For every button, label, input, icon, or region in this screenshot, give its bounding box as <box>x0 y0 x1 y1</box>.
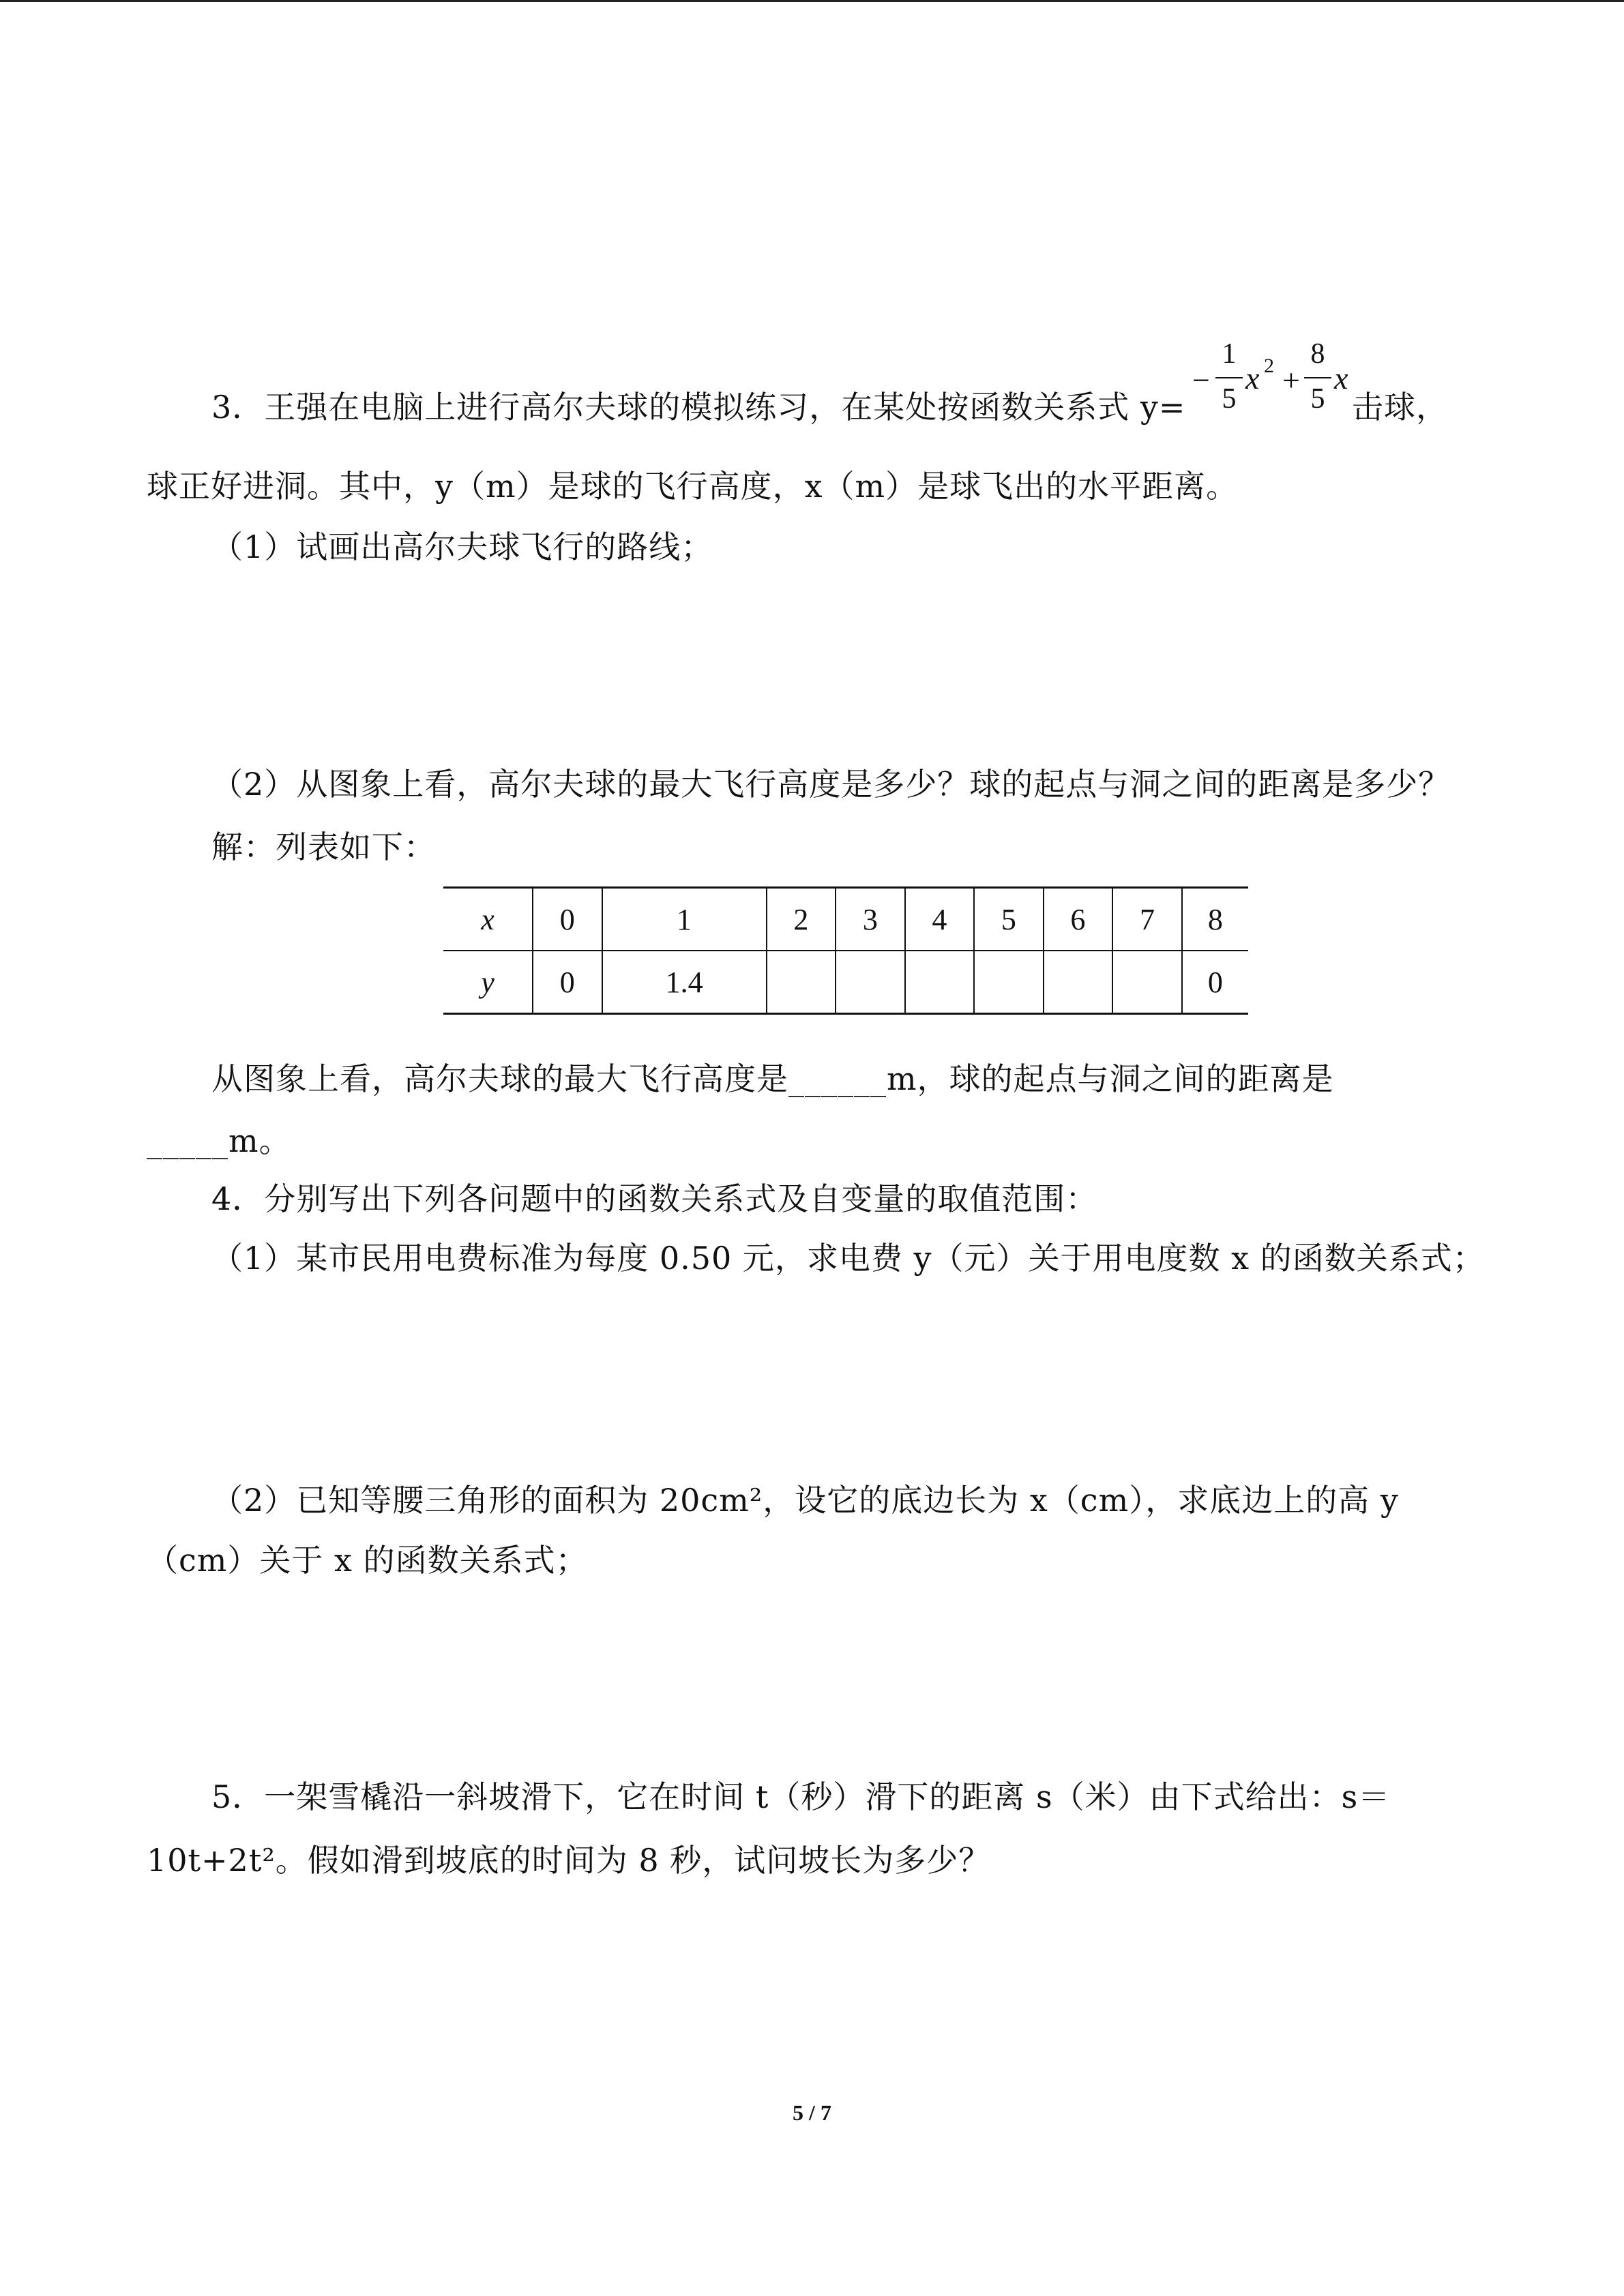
table-cell <box>905 951 975 1014</box>
formula-frac2-numerator: 8 <box>1310 338 1325 370</box>
table-cell <box>767 951 836 1014</box>
table-cell: 6 <box>1044 888 1113 951</box>
q4-part2-line2: （cm）关于 x 的函数关系式； <box>147 1542 588 1579</box>
q3-line1-prefix: 3．王强在电脑上进行高尔夫球的模拟练习，在某处按函数关系式 y= <box>211 389 1186 426</box>
formula-frac2-denominator: 5 <box>1310 383 1325 415</box>
formula-exponent: 2 <box>1264 355 1274 377</box>
table-cell: 8 <box>1182 888 1248 951</box>
table-cell: 3 <box>836 888 905 951</box>
q5-line2: 10t+2t²。假如滑到坡底的时间为 8 秒，试问坡长为多少？ <box>147 1842 991 1879</box>
table-cell: 1 <box>602 888 767 951</box>
q3-answer-line1: 从图象上看，高尔夫球的最大飞行高度是______m，球的起点与洞之间的距离是 <box>211 1060 1334 1097</box>
table-cell <box>1112 951 1182 1014</box>
table-cell: 2 <box>767 888 836 951</box>
formula-x2: x <box>1334 361 1348 396</box>
formula-plus: + <box>1282 363 1300 398</box>
value-table <box>443 886 1248 1015</box>
formula-frac2-bar <box>1304 377 1331 378</box>
solution-intro: 解：列表如下： <box>211 829 436 865</box>
table-cell <box>1044 951 1113 1014</box>
q3-part2: （2）从图象上看，高尔夫球的最大飞行高度是多少？球的起点与洞之间的距离是多少？ <box>211 766 1451 803</box>
q3-answer-line2: _____m。 <box>147 1122 291 1159</box>
q3-line1-suffix: 击球， <box>1352 389 1448 426</box>
table-cell <box>974 951 1044 1014</box>
table-cell: 0 <box>533 951 602 1014</box>
table-cell: x <box>443 888 533 951</box>
formula-minus: − <box>1192 363 1210 398</box>
table-cell: 4 <box>905 888 975 951</box>
page-number: 5 / 7 <box>793 2100 831 2125</box>
q5-line1: 5．一架雪橇沿一斜坡滑下，它在时间 t（秒）滑下的距离 s（米）由下式给出：s＝ <box>211 1778 1391 1815</box>
formula-frac1-bar <box>1215 377 1243 378</box>
table-cell: 0 <box>533 888 602 951</box>
q3-line2: 球正好进洞。其中，y（m）是球的飞行高度，x（m）是球飞出的水平距离。 <box>147 468 1239 505</box>
table-row-y <box>443 951 1248 1014</box>
table-cell: 0 <box>1182 951 1248 1014</box>
table-cell <box>836 951 905 1014</box>
table-cell: 1.4 <box>602 951 767 1014</box>
table-cell: 7 <box>1112 888 1182 951</box>
table-row-x <box>443 888 1248 951</box>
q4-part2-line1: （2）已知等腰三角形的面积为 20cm²，设它的底边长为 x（cm），求底边上的高 y <box>211 1482 1399 1519</box>
formula-x1: x <box>1245 361 1260 396</box>
formula-frac1-numerator: 1 <box>1222 338 1237 370</box>
q4-part1: （1）某市民用电费标准为每度 0.50 元，求电费 y（元）关于用电度数 x 的函数关系式； <box>211 1240 1485 1277</box>
formula-frac1-denominator: 5 <box>1222 383 1237 415</box>
table-cell: 5 <box>974 888 1044 951</box>
top-border <box>0 0 1624 2</box>
q4-title: 4．分别写出下列各问题中的函数关系式及自变量的取值范围： <box>211 1180 1098 1217</box>
table-cell: y <box>481 965 494 999</box>
q3-part1: （1）试画出高尔夫球飞行的路线； <box>211 528 713 565</box>
